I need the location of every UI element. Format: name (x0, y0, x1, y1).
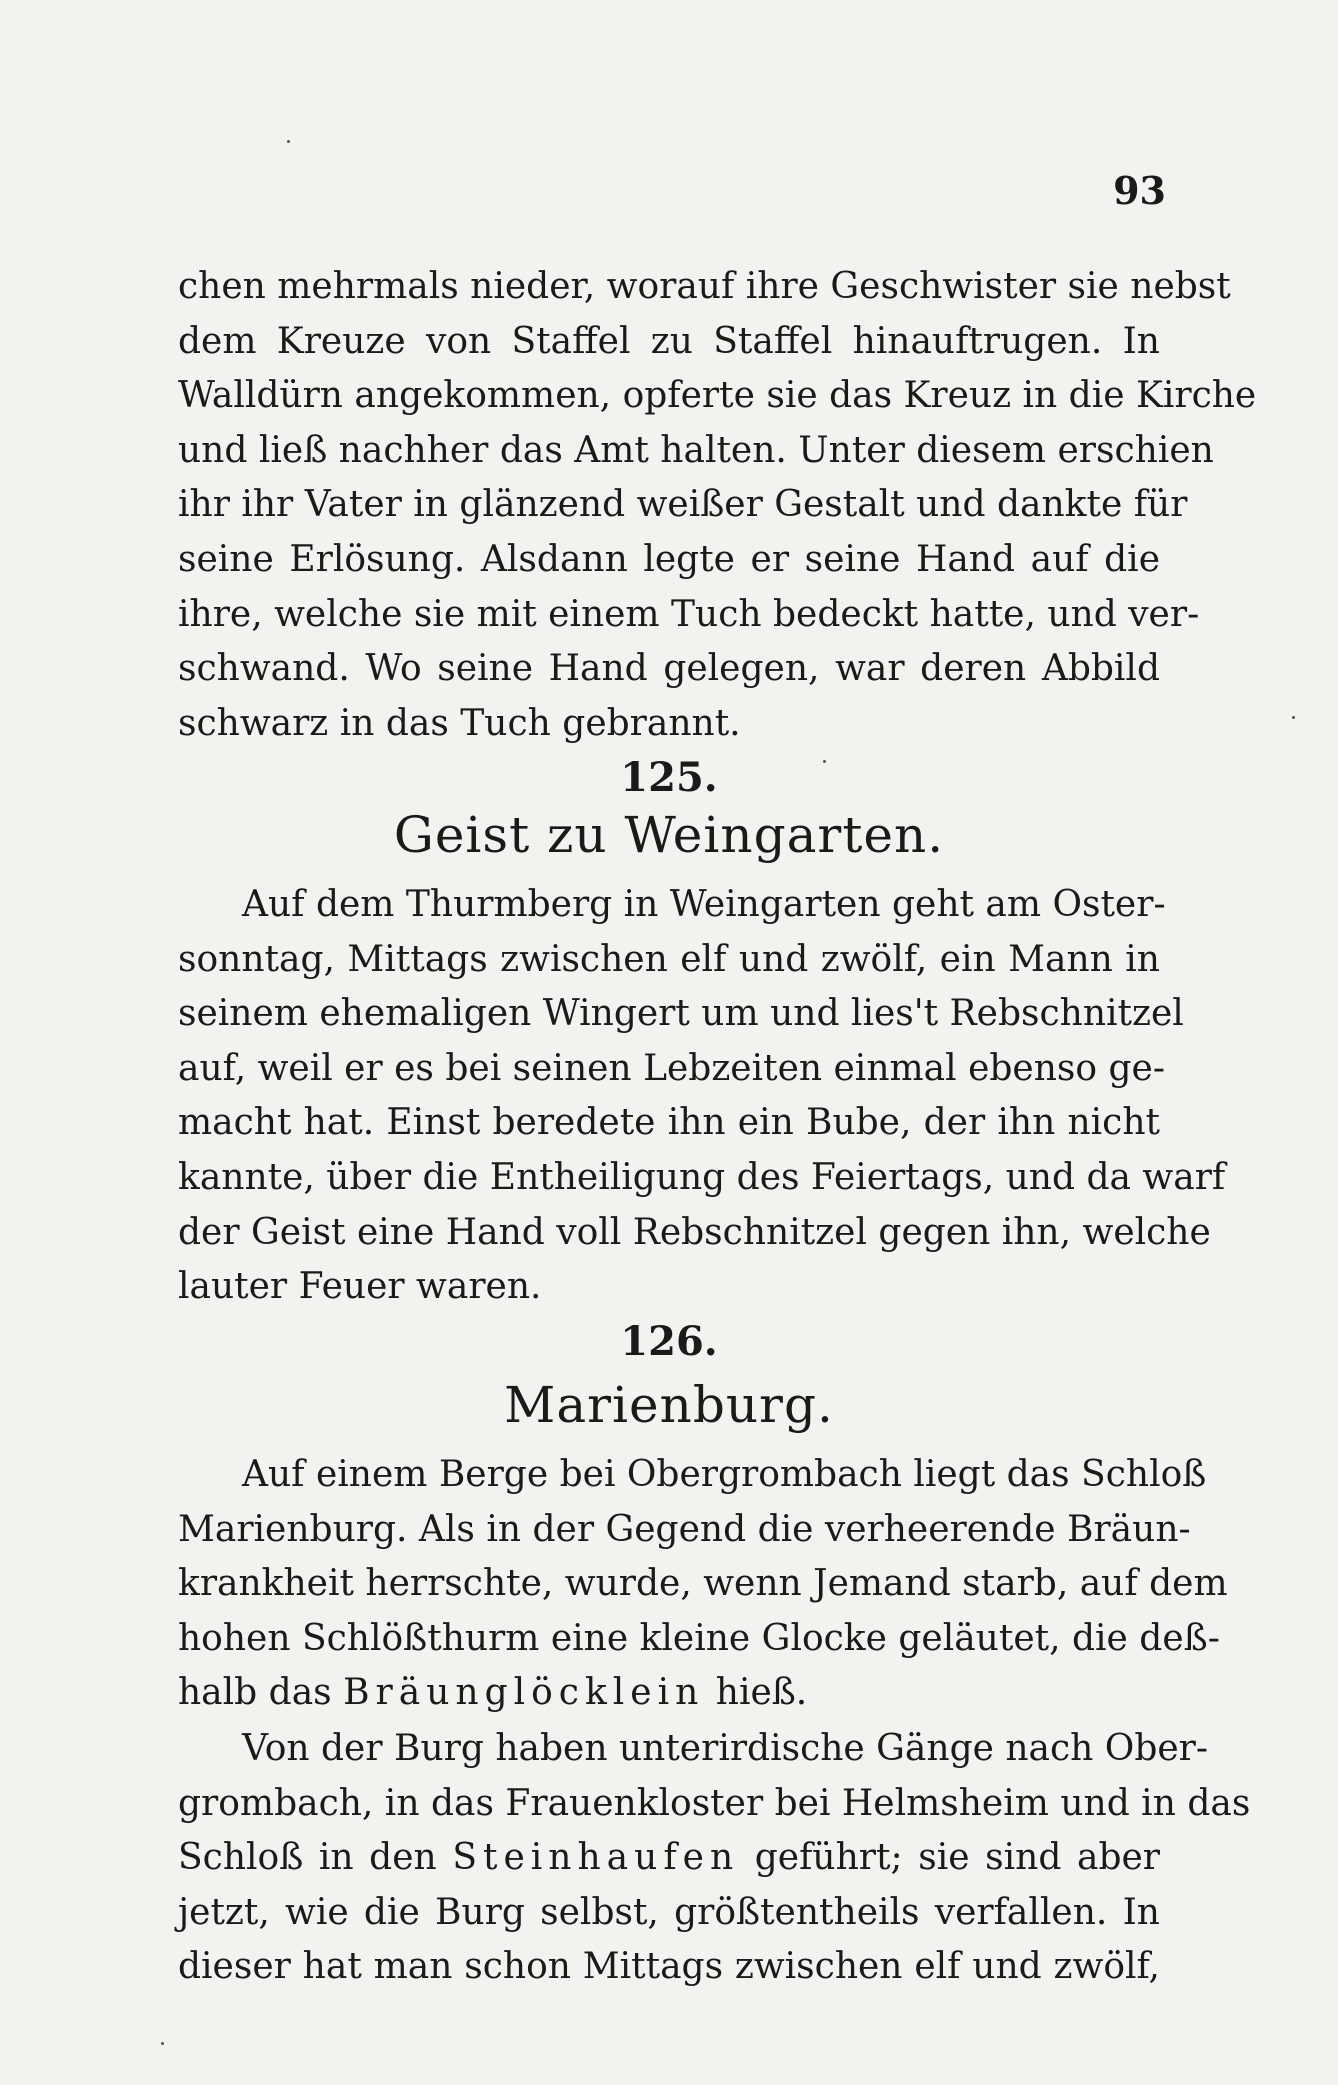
text-line: dieser hat man schon Mittags zwischen elf und zwölf, (178, 1946, 1160, 1988)
section-title: Geist zu Weingarten. (393, 806, 945, 864)
text-line: ihre, welche sie mit einem Tuch bedeckt hatte, und ver- (178, 593, 1200, 635)
text-line: Auf einem Berge bei Obergrombach liegt das Schloß (242, 1454, 1207, 1495)
text-line: Auf dem Thurmberg in Weingarten geht am Oster- (242, 884, 1166, 925)
paper-speck (287, 140, 290, 143)
emphasized-term: Steinhaufen (452, 1837, 740, 1879)
text-line: chen mehrmals nieder, worauf ihre Geschwister sie nebst (178, 266, 1231, 307)
section-126-paragraph-2 (178, 1722, 1251, 1995)
text-line (178, 1831, 1160, 1886)
text-line: macht hat. Einst beredete ihn ein Bube, der ihn nicht (178, 1102, 1160, 1144)
text-line: sonntag, Mittags zwischen elf und zwölf, ein Mann in (178, 938, 1160, 980)
text-line: grombach, in das Frauenkloster bei Helmsheim und in das (178, 1782, 1251, 1824)
text-line: auf, weil er es bei seinen Lebzeiten einmal ebenso ge- (178, 1047, 1166, 1089)
text-line: und ließ nachher das Amt halten. Unter diesem erschien (178, 429, 1214, 471)
text-line: der Geist eine Hand voll Rebschnitzel gegen ihn, welche (178, 1211, 1211, 1253)
text-run: Schloß in den (178, 1837, 453, 1879)
text-line: seinem ehemaligen Wingert um und lies't Rebschnitzel (178, 993, 1184, 1035)
text-line: schwand. Wo seine Hand gelegen, war deren Abbild (178, 648, 1160, 690)
text-run: halb das (178, 1672, 344, 1714)
section-title: Marienburg. (504, 1376, 834, 1434)
continuation-paragraph (178, 260, 1257, 751)
text-line (178, 1666, 1160, 1721)
text-line: dem Kreuze von Staffel zu Staffel hinauftrugen. In (178, 320, 1160, 362)
text-line: seine Erlösung. Alsdann legte er seine Hand auf die (178, 538, 1160, 580)
text-line: jetzt, wie die Burg selbst, größtentheils verfallen. In (178, 1891, 1160, 1933)
emphasized-term: Bräunglöcklein (343, 1672, 705, 1714)
text-line: Von der Burg haben unterirdische Gänge nach Ober- (242, 1728, 1209, 1769)
text-line: schwarz in das Tuch gebrannt. (178, 702, 741, 744)
text-run: hieß. (704, 1672, 808, 1714)
text-line: ihr ihr Vater in glänzend weißer Gestalt und dankte für (178, 484, 1188, 526)
section-125-paragraph (178, 878, 1226, 1315)
text-line: lauter Feuer waren. (178, 1266, 542, 1308)
text-line: Marienburg. Als in der Gegend die verheerende Bräun- (178, 1508, 1191, 1550)
text-run: geführt; sie sind aber (739, 1837, 1161, 1879)
section-number: 126. (620, 1318, 718, 1365)
section-number: 125. (620, 754, 718, 801)
paper-speck (161, 2042, 164, 2045)
text-line: hohen Schlößthurm eine kleine Glocke geläutet, die deß- (178, 1617, 1220, 1659)
paper-speck (1292, 716, 1295, 719)
text-line: krankheit herrschte, wurde, wenn Jemand starb, auf dem (178, 1563, 1228, 1605)
text-line: kannte, über die Entheiligung des Feiertags, und da warf (178, 1156, 1226, 1198)
section-126-paragraph-1 (178, 1448, 1228, 1721)
page-number: 93 (1113, 168, 1166, 213)
text-line: Walldürn angekommen, opferte sie das Kreuz in die Kirche (178, 375, 1257, 417)
